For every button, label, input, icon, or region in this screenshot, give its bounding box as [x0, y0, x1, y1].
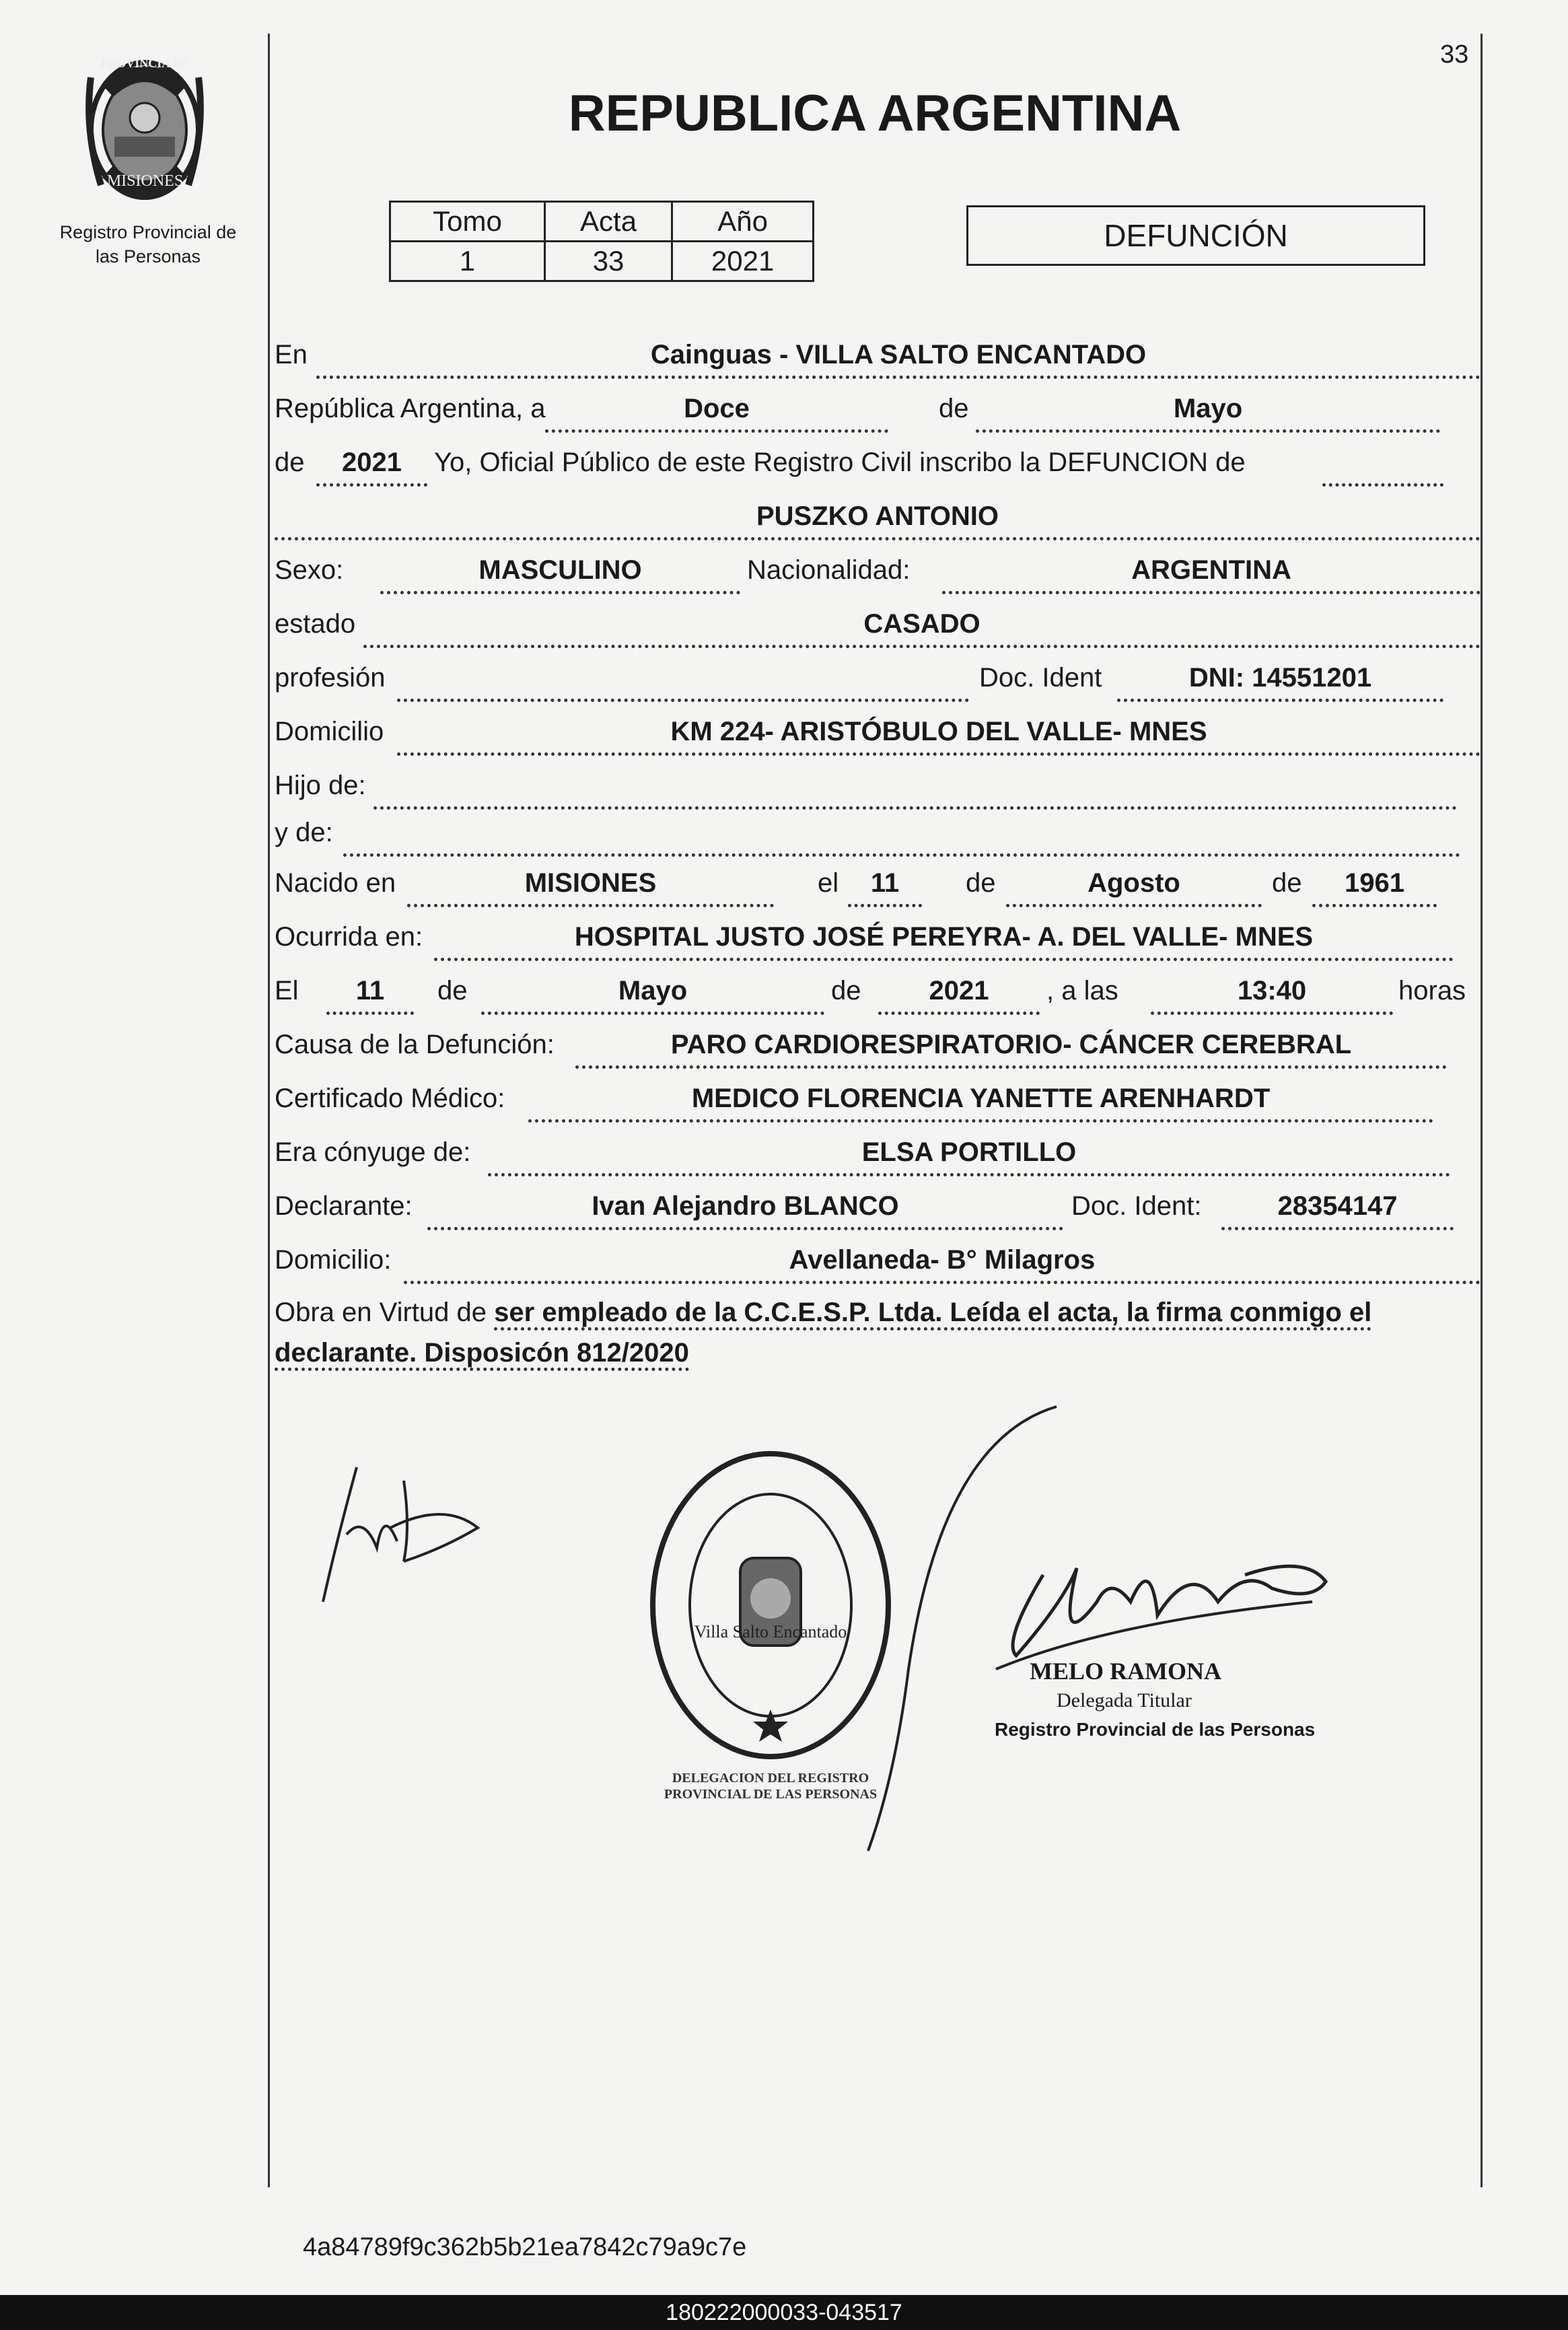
stamp-inner-text: Villa Salto Encantado	[694, 1622, 847, 1641]
value-declarante-domicilio: Avellaneda- B° Milagros	[789, 1245, 1096, 1275]
value-dia-inscripcion: Doce	[684, 394, 750, 423]
field-declarante-domicilio	[404, 1242, 1481, 1284]
document-type: DEFUNCIÓN	[1104, 218, 1288, 253]
value-anio-inscripcion: 2021	[342, 448, 402, 477]
field-causa	[575, 1026, 1447, 1069]
value-def-hora: 13:40	[1237, 976, 1307, 1005]
label-de-5: de	[437, 976, 468, 1005]
obra-paragraph	[275, 1292, 1486, 1373]
field-def-dia	[326, 973, 414, 1015]
document-type-box	[966, 205, 1425, 266]
field-mes-inscripcion	[976, 390, 1440, 433]
value-sexo: MASCULINO	[478, 555, 642, 585]
label-domicilio: Domicilio	[275, 717, 384, 746]
field-def-hora	[1151, 973, 1393, 1015]
left-margin-line	[268, 34, 270, 2187]
value-declarante-doc: 28354147	[1277, 1191, 1398, 1221]
label-obra: Obra en Virtud de	[275, 1298, 487, 1327]
label-de-2: de	[275, 448, 305, 477]
acta-value: 33	[544, 242, 672, 281]
label-doc-ident: Doc. Ident	[979, 663, 1102, 693]
value-obra-line1: ser empleado de la C.C.E.S.P. Ltda. Leída el acta, la firma conmigo el	[494, 1298, 1371, 1331]
field-domicilio	[397, 713, 1481, 756]
label-nacionalidad: Nacionalidad:	[747, 555, 911, 585]
field-sexo	[380, 552, 740, 594]
value-ocurrida-en: HOSPITAL JUSTO JOSÉ PEREYRA- A. DEL VALLE- MNES	[574, 922, 1314, 952]
value-nac-dia: 11	[870, 868, 900, 898]
field-profesion	[397, 660, 969, 702]
field-anio-inscripcion	[316, 444, 427, 487]
seal-top-text: PROVINCIA DE	[100, 57, 190, 70]
label-domicilio-2: Domicilio:	[275, 1245, 392, 1275]
label-en: En	[275, 340, 308, 369]
register-table	[389, 201, 814, 282]
label-de-6: de	[831, 976, 861, 1005]
value-domicilio: KM 224- ARISTÓBULO DEL VALLE- MNES	[670, 717, 1207, 746]
label-horas: horas	[1398, 976, 1466, 1005]
label-y-de: y de:	[275, 818, 333, 847]
label-de-4: de	[1272, 868, 1302, 898]
value-declarante: Ivan Alejandro BLANCO	[592, 1191, 899, 1221]
value-documento: DNI: 14551201	[1188, 663, 1372, 693]
field-def-anio	[878, 973, 1040, 1015]
field-y-de	[343, 814, 1460, 857]
tomo-header: Tomo	[390, 202, 545, 242]
official-name: MELO RAMONA	[1030, 1658, 1221, 1685]
document-hash: 4a84789f9c362b5b21ea7842c79a9c7e	[303, 2233, 747, 2261]
field-nac-dia	[848, 865, 922, 907]
field-nacido-en	[407, 865, 774, 907]
value-nacionalidad: ARGENTINA	[1131, 555, 1291, 585]
field-documento	[1117, 660, 1444, 702]
stamp-outer-text: DELEGACION DEL REGISTRO PROVINCIAL DE LAS PERSONAS	[664, 1771, 878, 1802]
value-mes-inscripcion: Mayo	[1173, 394, 1243, 423]
field-conyuge	[488, 1134, 1450, 1176]
field-nac-anio	[1312, 865, 1437, 907]
field-dia-inscripcion	[545, 390, 888, 433]
value-nacido-en: MISIONES	[524, 868, 657, 898]
label-hijo-de: Hijo de:	[275, 771, 366, 800]
field-estado	[363, 606, 1481, 648]
label-el-2: El	[275, 976, 299, 1005]
right-margin-line	[1481, 34, 1483, 2187]
registry-name-line2: las Personas	[95, 246, 201, 267]
anio-header: Año	[672, 202, 814, 242]
field-ocurrida-en	[434, 919, 1454, 961]
label-profesion: profesión	[275, 663, 386, 693]
field-declarante-doc	[1221, 1188, 1454, 1230]
value-nac-mes: Agosto	[1088, 868, 1180, 898]
value-nac-anio: 1961	[1345, 868, 1404, 898]
value-def-mes: Mayo	[618, 976, 688, 1005]
seal-bottom-text: MISIONES	[106, 172, 184, 190]
field-hijo-de	[373, 767, 1457, 810]
label-el-1: el	[818, 868, 839, 898]
field-lugar	[316, 337, 1481, 379]
field-declarante	[427, 1188, 1063, 1230]
value-lugar: Cainguas - VILLA SALTO ENCANTADO	[650, 340, 1147, 369]
field-fallecido	[275, 498, 1481, 540]
field-nac-mes	[1006, 865, 1262, 907]
label-yo: Yo, Oficial Público de este Registro Civil inscribo la DEFUNCION de	[434, 448, 1246, 477]
label-a-las: , a las	[1046, 976, 1118, 1005]
label-republica: República Argentina, a	[275, 394, 546, 423]
page-number: 33	[1440, 40, 1469, 69]
official-role: Delegada Titular	[1057, 1689, 1192, 1711]
label-de-3: de	[966, 868, 996, 898]
field-nacionalidad	[942, 552, 1481, 594]
value-certificado: MEDICO FLORENCIA YANETTE ARENHARDT	[691, 1084, 1271, 1113]
value-conyuge: ELSA PORTILLO	[861, 1137, 1077, 1167]
official-office: Registro Provincial de las Personas	[995, 1719, 1316, 1740]
field-def-mes	[481, 973, 824, 1015]
value-fallecido: PUSZKO ANTONIO	[756, 501, 999, 531]
value-def-anio: 2021	[929, 976, 989, 1005]
label-conyuge: Era cónyuge de:	[275, 1137, 471, 1167]
label-doc-ident-2: Doc. Ident:	[1071, 1191, 1202, 1221]
barcode-text: 180222000033-043517	[0, 2295, 1568, 2330]
label-declarante: Declarante:	[275, 1191, 413, 1221]
label-nacido-en: Nacido en	[275, 868, 396, 898]
page-title: REPUBLICA ARGENTINA	[568, 85, 1182, 142]
field-certificado	[528, 1080, 1433, 1123]
field-trailing-line	[1322, 444, 1444, 487]
label-ocurrida-en: Ocurrida en:	[275, 922, 423, 952]
anio-value: 2021	[672, 242, 814, 281]
registry-name-line1: Registro Provincial de	[59, 222, 237, 242]
label-certificado: Certificado Médico:	[275, 1084, 505, 1113]
value-def-dia: 11	[355, 976, 385, 1005]
value-causa: PARO CARDIORESPIRATORIO- CÁNCER CEREBRAL	[670, 1030, 1352, 1059]
label-de-1: de	[939, 394, 969, 423]
label-sexo: Sexo:	[275, 555, 344, 585]
value-estado: CASADO	[863, 609, 981, 639]
declarant-signature	[310, 1460, 498, 1615]
tomo-value: 1	[390, 242, 545, 281]
value-obra-line2: declarante. Disposicón 812/2020	[275, 1338, 689, 1371]
label-estado: estado	[275, 609, 356, 639]
official-signature	[841, 1400, 1353, 1858]
label-causa: Causa de la Defunción:	[275, 1030, 555, 1059]
acta-header: Acta	[544, 202, 672, 242]
